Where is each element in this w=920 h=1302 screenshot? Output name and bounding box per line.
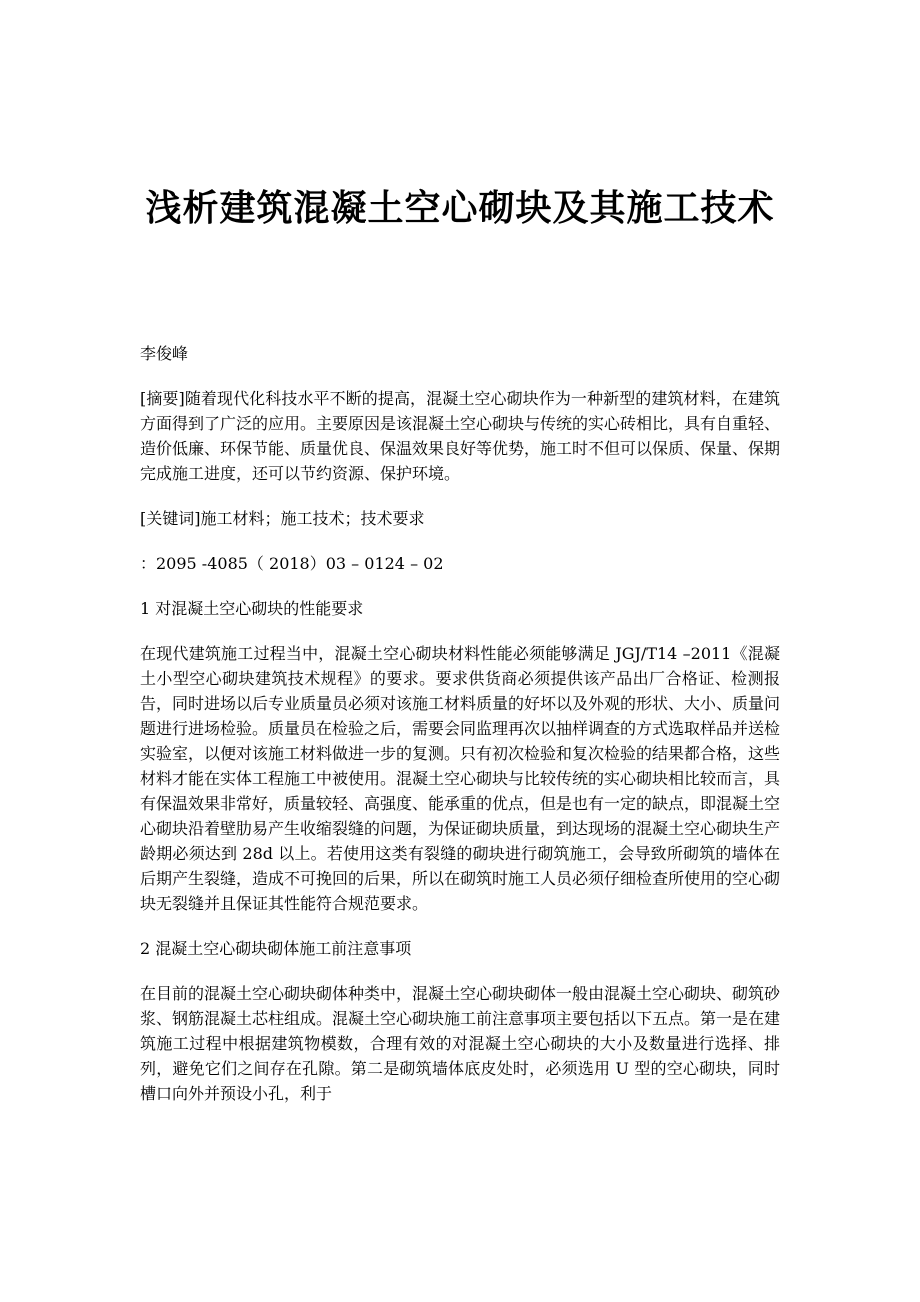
author-name: 李俊峰 bbox=[140, 344, 189, 363]
keywords-line: [关键词]施工材料；施工技术；技术要求 bbox=[140, 509, 425, 528]
section-paragraph: 在现代建筑施工过程当中，混凝土空心砌块材料性能必须能够满足 JGJ/T14 –2011《混凝土小型空心砌块建筑技术规程》的要求。要求供货商必须提供该产品出厂合格证、检测报告，同时进场以后专业质量员必须对该施工材料质量的好坏以及外观的形状、大小、质量问题进行进场检验。质量员在检验之后，需要会同监理再次以抽样调查的方式选取样品并送检实验室，以便对该施工材料做进一步的复测。只有初次检验和复次检验的结果都合格，这些材料才能在实体工程施工中被使用。混凝土空心砌块与比较传统的实心砌块相比较而言，具有保温效果非常好，质量较轻、高强度、能承重的优点，但是也有一定的缺点，即混凝土空心砌块沿着壁肋易产生收缩裂缝的问题，为保证砌块质量，到达现场的混凝土空心砌块生产龄期必须达到 28d 以上。若使用这类有裂缝的砌块进行砌筑施工，会导致所砌筑的墙体在后期产生裂缝，造成不可挽回的后果，所以在砌筑时施工人员必须仔细检查所使用的空心砌块无裂缝并且保证其性能符合规范要求。 bbox=[140, 644, 781, 913]
section-paragraph: 在目前的混凝土空心砌块砌体种类中，混凝土空心砌块砌体一般由混凝土空心砌块、砌筑砂浆、钢筋混凝土芯柱组成。混凝土空心砌块施工前注意事项主要包括以下五点。第一是在建筑施工过程中根据建筑物模数，合理有效的对混凝土空心砌块的大小及数量进行选择、排列，避免它们之间存在孔隙。第二是砌筑墙体底皮处时，必须选用 U 型的空心砌块，同时槽口向外并预设小孔，利于 bbox=[140, 984, 781, 1103]
document-body bbox=[140, 341, 780, 1126]
section-heading: 2 混凝土空心砌块砌体施工前注意事项 bbox=[140, 939, 412, 958]
abstract-paragraph: [摘要]随着现代化科技水平不断的提高，混凝土空心砌块作为一种新型的建筑材料，在建筑方面得到了广泛的应用。主要原因是该混凝土空心砌块与传统的实心砖相比，具有自重轻、造价低廉、环保节能、质量优良、保温效果良好等优势，施工时不但可以保质、保量、保期完成施工进度，还可以节约资源、保护环境。 bbox=[140, 389, 781, 483]
article-number-line: ：2095 -4085（ 2018）03 – 0124 – 02 bbox=[140, 554, 444, 573]
document-title: 浅析建筑混凝土空心砌块及其施工技术 bbox=[145, 187, 775, 229]
section-heading: 1 对混凝土空心砌块的性能要求 bbox=[140, 599, 364, 618]
